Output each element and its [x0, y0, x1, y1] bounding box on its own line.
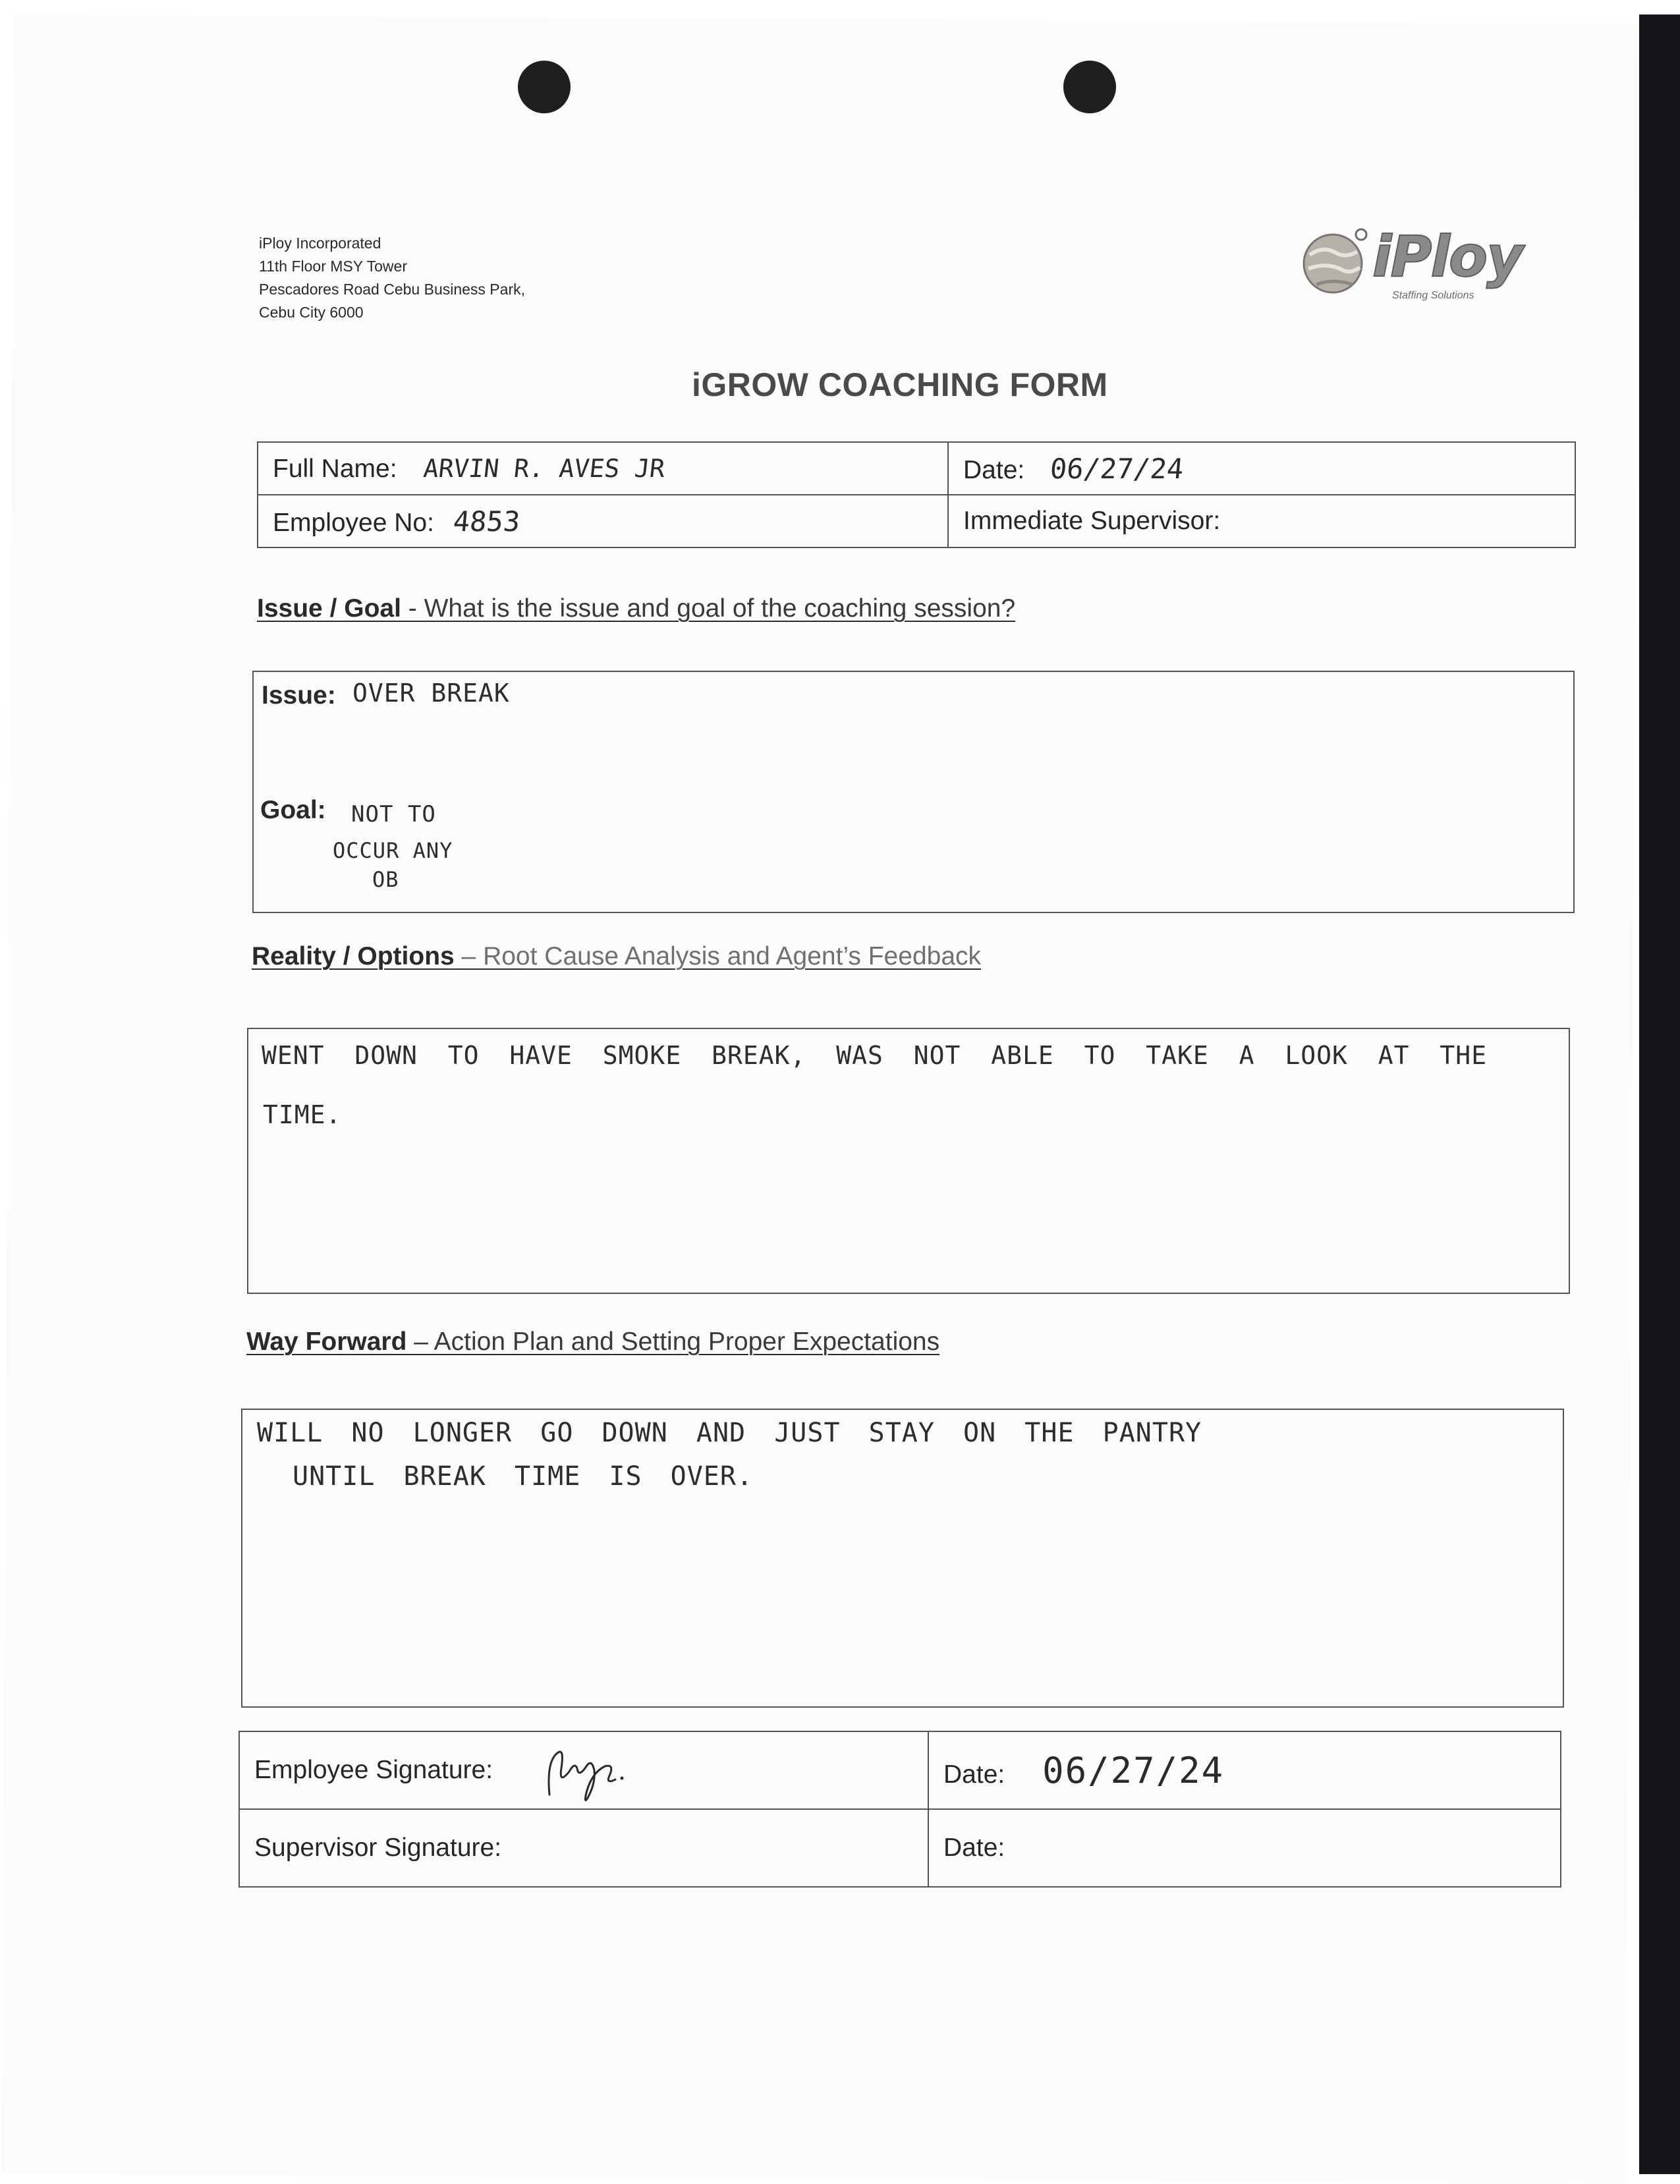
goal-line-3: OB: [372, 867, 399, 892]
signature-table: [238, 1731, 1561, 1888]
full-name-label: Full Name:: [273, 454, 397, 483]
supervisor-signature-label: Supervisor Signature:: [254, 1834, 502, 1862]
supervisor-signature-cell[interactable]: [239, 1809, 928, 1887]
reality-options-title: Reality / Options: [252, 942, 455, 970]
reality-options-heading: [252, 942, 981, 971]
scanner-edge: [1639, 14, 1680, 2174]
supervisor-label: Immediate Supervisor:: [963, 507, 1221, 535]
employee-no-value: 4853: [451, 505, 522, 538]
employee-info-table: [257, 441, 1576, 548]
employee-no-label: Employee No:: [273, 508, 434, 537]
globe-icon: [1297, 225, 1369, 298]
way-forward-line-1: WILL NO LONGER GO DOWN AND JUST STAY ON THE PANTRY: [257, 1418, 1202, 1448]
employee-date-value: 06/27/24: [1042, 1749, 1225, 1791]
logo-tagline: Staffing Solutions: [1392, 290, 1474, 301]
way-forward-box[interactable]: [241, 1409, 1564, 1708]
company-address: [259, 232, 525, 324]
employee-no-cell[interactable]: [258, 495, 948, 547]
reality-line-2: TIME.: [263, 1100, 342, 1129]
issue-goal-box[interactable]: [252, 671, 1575, 913]
employee-signature-label: Employee Signature:: [254, 1756, 493, 1784]
employee-signature-cell[interactable]: [239, 1731, 928, 1809]
issue-goal-title: Issue / Goal: [257, 594, 401, 623]
date-cell[interactable]: [948, 442, 1575, 495]
way-forward-line-2: UNTIL BREAK TIME IS OVER.: [293, 1461, 754, 1492]
goal-line-2: OCCUR ANY: [333, 838, 453, 863]
punch-hole-left: [518, 61, 571, 113]
issue-goal-heading: [257, 594, 1015, 623]
full-name-value: ARVIN R. AVES JR: [422, 453, 667, 483]
goal-label: Goal:: [260, 796, 326, 824]
company-logo: [1297, 219, 1547, 311]
issue-value: OVER BREAK: [352, 679, 510, 708]
address-line-2: Pescadores Road Cebu Business Park,: [259, 281, 525, 298]
way-forward-heading: [246, 1328, 939, 1357]
date-value: 06/27/24: [1048, 452, 1185, 485]
employee-date-label: Date:: [943, 1760, 1005, 1789]
address-line-1: 11th Floor MSY Tower: [259, 258, 407, 275]
way-forward-title: Way Forward: [246, 1328, 407, 1356]
date-label: Date:: [963, 455, 1025, 484]
supervisor-cell[interactable]: [948, 495, 1575, 547]
issue-label: Issue:: [262, 681, 336, 710]
employee-signature-icon: [523, 1732, 635, 1811]
supervisor-date-label: Date:: [943, 1834, 1005, 1862]
full-name-cell[interactable]: [258, 442, 948, 495]
issue-goal-description: - What is the issue and goal of the coaching session?: [401, 594, 1016, 623]
supervisor-date-cell[interactable]: [928, 1809, 1561, 1887]
way-forward-description: – Action Plan and Setting Proper Expectations: [406, 1328, 940, 1356]
employee-date-cell[interactable]: [928, 1731, 1561, 1809]
logo-wordmark: iPloy: [1372, 224, 1523, 290]
punch-hole-right: [1063, 61, 1116, 113]
reality-line-1: WENT DOWN TO HAVE SMOKE BREAK, WAS NOT ABLE TO TAKE A LOOK AT THE: [262, 1041, 1488, 1070]
goal-line-1: NOT TO: [351, 801, 436, 827]
form-title: iGROW COACHING FORM: [692, 366, 1108, 403]
reality-options-box[interactable]: [247, 1028, 1570, 1294]
company-name: iPloy Incorporated: [259, 235, 381, 252]
address-line-3: Cebu City 6000: [259, 304, 364, 321]
reality-options-description: – Root Cause Analysis and Agent’s Feedback: [454, 942, 982, 970]
